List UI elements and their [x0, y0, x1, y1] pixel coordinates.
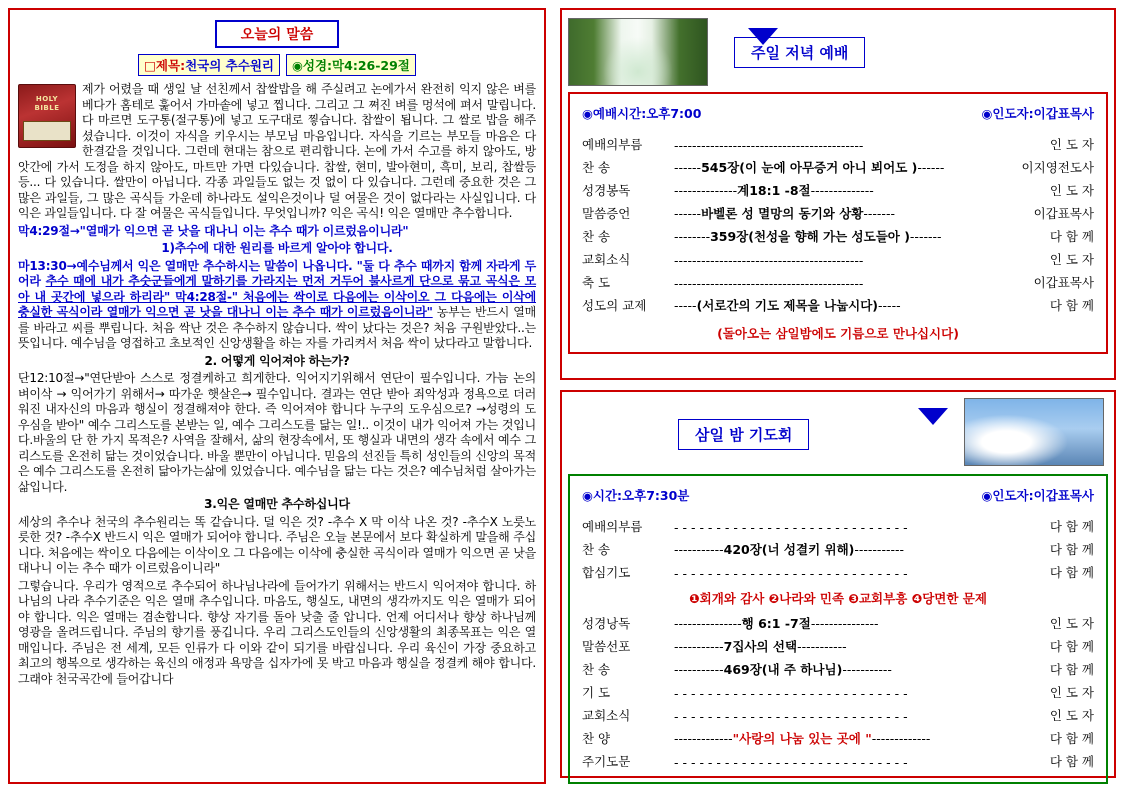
sermon-heading-2: 2. 어떻게 익어져야 하는가?	[204, 353, 350, 368]
evening-footer-note: (돌아오는 삼일밤에도 기름으로 만나십시다)	[717, 326, 959, 341]
table-row	[582, 201, 1094, 224]
evening-order-box	[568, 92, 1108, 354]
row-person: 다 함 께	[1049, 228, 1094, 244]
table-row	[582, 514, 1094, 537]
evening-header	[568, 16, 1108, 88]
row-person: 다 함 께	[1049, 730, 1094, 746]
sermon-paragraph-5: 그렇습니다. 우리가 영적으로 추수되어 하나님나라에 들어가기 위해서는 반드시 익어져야 합니다. 하나님의 나라 추수기준은 익은 열매 추수입니다. 마음도, 행실도, 내면의 생각까지도 익은 열매가 되어야 합니다. 익은 열매는 겸손합니다. 향상 자기를 돌아 낮출 줄 압니다. 언제 어디서나 향상 하나님께 영광을 올려드립니다. 주님의 향기를 풍깁니다. 우리 그리스도인들의 신앙생활의 최종목표는 익은 열매입니다. 주님은 전 세계, 모든 인류가 다 이와 같이 되기를 바랍십니다. 우리 육신이 가장 중요하고 최고의 행복으로 생각하는 육신의 애정과 욕망을 십자가에 못 박고 마음과 행실을 정결케 해야 합니다. 그래야 천국곡간에 들어갑니다	[18, 578, 536, 686]
sermon-panel	[8, 8, 546, 784]
waterfall-photo	[568, 18, 708, 86]
evening-info-row	[582, 104, 1094, 122]
row-detail: ------------------------------------------	[674, 252, 864, 268]
table-row	[582, 155, 1094, 178]
wednesday-order-box	[568, 474, 1108, 784]
row-label: 말씀증언	[582, 205, 631, 221]
row-detail: - - - - - - - - - - - - - - - - - - - - - - - - - - - -	[674, 565, 908, 581]
row-label: 주기도문	[582, 753, 631, 769]
table-row	[582, 611, 1094, 634]
row-detail: - - - - - - - - - - - - - - - - - - - - - - - - - - - -	[674, 754, 908, 770]
row-person: 이갑표목사	[1033, 205, 1094, 221]
services-column	[560, 8, 1116, 784]
table-row	[582, 634, 1094, 657]
row-detail: ------바벨론 성 멸망의 동기와 상황-------	[674, 205, 895, 221]
row-person: 다 함 께	[1049, 541, 1094, 557]
evening-service-title: 주일 저녁 예배	[734, 37, 865, 68]
row-label: 말씀선포	[582, 638, 631, 654]
row-detail: -------------"사랑의 나눔 있는 곳에 "-------------	[674, 730, 931, 746]
row-label: 찬 송	[582, 661, 611, 677]
row-person: 다 함 께	[1049, 564, 1094, 580]
row-person: 인 도 자	[1049, 182, 1094, 198]
row-person: 인 도 자	[1049, 615, 1094, 631]
row-label: 축 도	[582, 274, 611, 290]
table-row	[582, 132, 1094, 155]
row-label: 찬 송	[582, 159, 611, 175]
row-person: 다 함 께	[1049, 518, 1094, 534]
row-label: 찬 양	[582, 730, 611, 746]
table-row	[582, 270, 1094, 293]
sermon-scripture	[286, 54, 416, 76]
table-row	[582, 560, 1094, 583]
row-detail: ------------------------------------------	[674, 137, 864, 153]
wednesday-title: 삼일 밤 기도회	[678, 419, 809, 450]
table-row	[582, 680, 1094, 703]
row-label: 기 도	[582, 684, 611, 700]
row-label: 교회소식	[582, 707, 631, 723]
row-label: 찬 송	[582, 228, 611, 244]
row-detail: -----(서로간의 기도 제목을 나눕시다)-----	[674, 297, 901, 313]
sermon-heading-1: 1)추수에 대한 원리를 바르게 알아야 합니다.	[161, 241, 393, 255]
prayer-topics: ❶회개와 감사 ❷나라와 민족 ❸교회부흥 ❹당면한 문제	[689, 591, 987, 606]
row-detail: -----------7집사의 선택-----------	[674, 638, 847, 654]
row-detail: ---------------행 6:1 -7절---------------	[674, 615, 879, 631]
dove-photo	[964, 398, 1104, 466]
blue-triangle-icon	[748, 28, 778, 45]
row-label: 예배의부름	[582, 136, 643, 152]
scripture-text: 막4:26-29절	[332, 58, 410, 73]
row-detail: - - - - - - - - - - - - - - - - - - - - - - - - - - - -	[674, 708, 908, 724]
wednesday-leader: ◉인도자:이갑표목사	[981, 488, 1094, 503]
row-label: 교회소식	[582, 251, 631, 267]
sermon-heading-3: 3.익은 열매만 추수하십니다	[204, 497, 350, 511]
evening-leader: ◉인도자:이갑표목사	[981, 106, 1094, 121]
row-detail: - - - - - - - - - - - - - - - - - - - - - - - - - - - -	[674, 519, 908, 535]
row-detail: --------------계18:1 -8절--------------	[674, 182, 874, 198]
row-label: 성경낭독	[582, 615, 631, 631]
row-detail: - - - - - - - - - - - - - - - - - - - - - - - - - - - -	[674, 685, 908, 701]
wednesday-prayer-panel	[560, 390, 1116, 778]
row-detail: ------545장(이 눈에 아무증거 아니 뵈어도 )------	[674, 159, 945, 175]
sermon-paragraph-2-post: 농부는 반드시 열매를 바라고 씨를 뿌립니다. 처음 싹난 것은 추수하지 않습니다. 싹이 났다는 것은? 처음 구원받았다..는 뜻입니다. 예수님을 영접하고 초보적인 신앙생활을 하는 자를 가리켜서 처음 싹이 났다라고 말합니다.	[18, 305, 536, 350]
sermon-paragraph-2-pre: 마13:30→예수님께서 익은 열매만 추수하시는 말씀이 나옵니다. "둘 다 추수 때까지 함께 자라게 두어라	[18, 258, 536, 288]
wednesday-header	[568, 398, 1108, 470]
scripture-label: ◉성경:	[291, 58, 333, 73]
row-person: 이갑표목사	[1033, 274, 1094, 290]
row-label: 찬 송	[582, 541, 611, 557]
sermon-verse-line: 막4:29절→"열매가 익으면 곧 낫을 대나니 이는 추수 때가 이르렀음이니라"	[18, 223, 409, 238]
row-person: 다 함 께	[1049, 297, 1094, 313]
table-row	[582, 657, 1094, 680]
row-person: 인 도 자	[1049, 136, 1094, 152]
page-title: 오늘의 말씀	[215, 20, 339, 48]
sunday-evening-service-panel	[560, 8, 1116, 380]
wednesday-order-table-bottom	[582, 611, 1094, 772]
evening-order-table	[582, 132, 1094, 316]
sermon-paragraph-3: 단12:10절→"연단받아 스스로 정결케하고 희게한다. 익어지기위해서 연단이 필수입니다. 가늠 논의 벼이삭 → 익어가기 위해서→ 따가운 햇살은→ 필수입니다. 결과는 연단 받아 죄악성과 정욕으로 더러워진 내자신의 마음과 행실이 정결해져야 한다. 즉 익어져야 합니다 누구의 도우심으로? →성령의 도우심을 받아" 예수 그리스도를 본받는 일, 예수 그리스도를 닮는 일!.. 이것이 내가 익어져 가는 것입니다.바울의 단 한 가지 목적은? 사역을 잘해서, 삶의 현장속에서, 또 행실과 내면의 생각 속에서 예수 그리스도를 온전히 닮는 것이었습니다. 바울 뿐만이 아닙니다. 믿음의 선진들 특히 성인들의 신앙의 목적은 예수 그리스도를 온전히 닮아가는삶에 있었습니다. 예수님을 닮는 다는 것은? 예수님처럼 살아가는 삶입니다.	[18, 371, 536, 494]
table-row	[582, 224, 1094, 247]
row-detail: ------------------------------------------	[674, 275, 864, 291]
row-label: 성도의 교제	[582, 297, 647, 313]
table-row	[582, 749, 1094, 772]
subject-label: □제목:	[144, 58, 186, 73]
row-label: 예배의부름	[582, 518, 643, 534]
row-label: 합심기도	[582, 564, 631, 580]
row-detail: -----------469장(내 주 하나님)-----------	[674, 661, 892, 677]
sermon-paragraph-2-mid: 추수 때에 내가 추숫군들에게 말하기를 가라지는 먼저 거두어 불사르게 단으로 묶고 곡식은 모아 내 곳간에 넣으라 하리라" 막4:28절-" 처음에는 싹이로 다음에는 이삭이오 그 다음에는 이삭에 충실한 곡식이라 열매가 익으면 곧 낫을 대나니 이는 추수 때가 이르렀음이니라"	[18, 274, 536, 319]
row-person: 인 도 자	[1049, 707, 1094, 723]
sermon-subject	[138, 54, 280, 76]
row-detail: --------359장(천성을 향해 가는 성도들아 )-------	[674, 228, 942, 244]
sermon-paragraph-4: 세상의 추수나 천국의 추수원리는 똑 같습니다. 덜 익은 것? -추수 X 막 이삭 나온 것? -추수X 노릇노릇한 것? -추수X 반드시 익은 열매가 되어야 합니다. 주님은 오늘 본문에서 보다 확실하게 말을해 주십니다. 처음에는 싹이오 다음에는 이삭이오 그 다음에는 이삭에 충실한 곡식이라 열매가 익으면 곧 낫을 대나니 이는 추수 때가 이르렀음이니라"	[18, 514, 536, 575]
row-person: 이지영전도사	[1021, 159, 1094, 175]
row-person: 다 함 께	[1049, 661, 1094, 677]
row-person: 인 도 자	[1049, 684, 1094, 700]
sermon-paragraph-2	[18, 259, 536, 352]
evening-time: ◉예배시간:오후7:00	[582, 106, 702, 121]
table-row	[582, 726, 1094, 749]
table-row	[582, 178, 1094, 201]
table-row	[582, 703, 1094, 726]
wednesday-info-row	[582, 486, 1094, 504]
wednesday-order-table-top	[582, 514, 1094, 583]
sermon-paragraph-1: 제가 어렸을 때 생일 날 선친께서 찹쌀밥을 해 주실려고 논에가서 완전히 익지 않은 벼를 베다가 홈테로 훑어서 가마솥에 넣고 찝니다. 그리고 그 쪄진 벼를 멍석에 펴서 말립니다. 다 마르면 도구통(절구통)에 넣고 도구대로 찧습니다. 찹쌀이 됩니다. 그 쌀로 밥을 해주셨습니다. 이것이 자식을 키우시는 부모님 마음입니다. 자식을 기르는 부모들 마음은 다 한결같을 것입니다. 그런데 현대는 참으로 편리합니다. 논에 가서 수고를 하지 않아도, 방앗간에 가서 도정을 하지 않아도, 마트만 가면 다있습니다. 찹쌀, 현미, 발아현미, 흑미, 보리, 찹쌀등등... 다 있습니다. 쌀만이 아닙니다. 각종 과일들도 없는 것 없이 다 있습니다. 그런데 중요한 것은 그 많은 과일들, 그 많은 곡식들 가운데 하나라도 설익은것이나 덜 여물은 것이 없다라는 사실입니다. 다 익은 과일들입니다. 다 잘 여물은 곡식들입니다. 무엇입니까? 익은 곡식! 익은 열매만 추수합니다.	[18, 82, 536, 220]
table-row	[582, 537, 1094, 560]
wednesday-time: ◉시간:오후7:30분	[582, 488, 690, 503]
row-person: 인 도 자	[1049, 251, 1094, 267]
row-person: 다 함 께	[1049, 753, 1094, 769]
blue-triangle-icon	[918, 408, 948, 425]
holy-bible-icon	[18, 84, 76, 148]
table-row	[582, 247, 1094, 270]
row-person: 다 함 께	[1049, 638, 1094, 654]
subject-text: 천국의 추수원리	[185, 58, 274, 73]
row-label: 성경봉독	[582, 182, 631, 198]
sermon-meta-row	[18, 54, 536, 76]
row-detail: -----------420장(너 성결키 위해)-----------	[674, 541, 904, 557]
sermon-body	[18, 82, 536, 687]
table-row	[582, 293, 1094, 316]
